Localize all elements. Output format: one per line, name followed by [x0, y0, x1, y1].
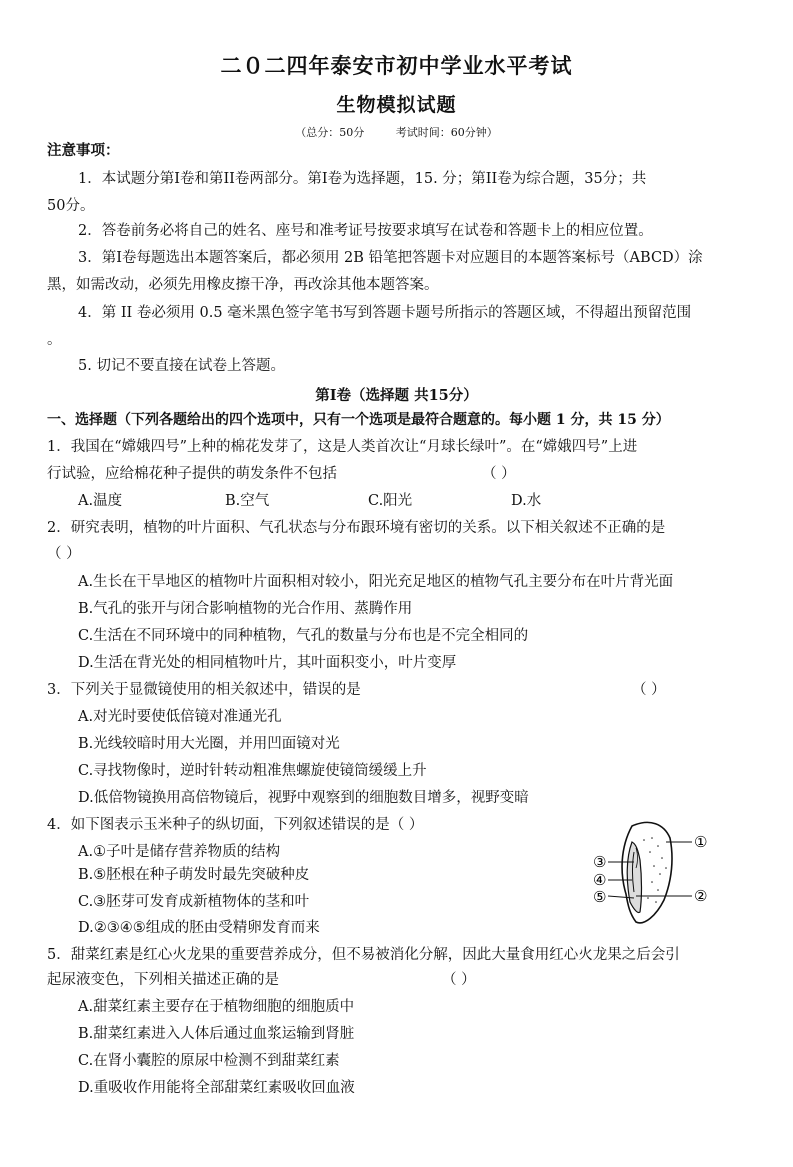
q1-option: A.温度	[78, 493, 123, 509]
q4-option: D.②③④⑤组成的胚由受精卵发育而来	[78, 920, 320, 936]
figure-label-4: ④	[593, 871, 607, 889]
notice-item: 4．第 II 卷必须用 0.5 毫米黑色签字笔书写到答题卡题号所指示的答题区域，不得超出预留范围	[78, 305, 692, 321]
q3-option: C.寻找物像时，逆时针转动粗准焦螺旋使镜筒缓缓上升	[78, 763, 427, 779]
q5-stem: 5．甜菜红素是红心火龙果的重要营养成分，但不易被消化分解，因此大量食用红心火龙果之后会引	[47, 947, 680, 963]
corn-seed-figure	[592, 818, 722, 928]
notice-item: 。	[47, 332, 62, 348]
q2-option: B.气孔的张开与闭合影响植物的光合作用、蒸腾作用	[78, 601, 413, 617]
notice-item: 3．第Ⅰ卷每题选出本题答案后，都必须用 2B 铅笔把答题卡对应题目的本题答案标号（ABCD）涂	[78, 250, 703, 266]
q1-stem: 行试验，应给棉花种子提供的萌发条件不包括	[47, 466, 337, 482]
q5-stem: 起尿液变色，下列相关描述正确的是	[47, 972, 279, 988]
q5-option: A.甜菜红素主要存在于植物细胞的细胞质中	[78, 999, 355, 1015]
section-title: 第Ⅰ卷（选择题 共15分）	[315, 387, 478, 404]
notice-item: 50分。	[47, 198, 95, 214]
figure-label-1: ①	[694, 833, 708, 851]
q1-option: C.阳光	[368, 493, 413, 509]
q3-option: B.光线较暗时用大光圈，并用凹面镜对光	[78, 736, 340, 752]
section-instruction: 一、选择题（下列各题给出的四个选项中，只有一个选项是最符合题意的。每小题 1 分，共 15 分）	[47, 412, 670, 428]
q2-stem: 2．研究表明，植物的叶片面积、气孔状态与分布跟环境有密切的关系。以下相关叙述不正确的是	[47, 520, 666, 536]
exam-time: 考试时间：60分钟）	[395, 126, 498, 139]
q3-option: A.对光时要使低倍镜对准通光孔	[78, 709, 282, 725]
q4-stem: 4．如下图表示玉米种子的纵切面，下列叙述错误的是（ ）	[47, 817, 424, 833]
q2-option: D.生活在背光处的相同植物叶片，其叶面积变小，叶片变厚	[78, 655, 457, 671]
q4-option: C.③胚芽可发育成新植物体的茎和叶	[78, 894, 310, 910]
q3-stem: 3．下列关于显微镜使用的相关叙述中，错误的是	[47, 682, 361, 698]
q1-option: B.空气	[225, 493, 270, 509]
q1-answer-bracket: （ ）	[482, 466, 516, 482]
notice-item: 2．答卷前务必将自己的姓名、座号和准考证号按要求填写在试卷和答题卡上的相应位置。	[78, 223, 653, 239]
q2-option: C.生活在不同环境中的同种植物，气孔的数量与分布也是不完全相同的	[78, 628, 529, 644]
q5-option: D.重吸收作用能将全部甜菜红素吸收回血液	[78, 1080, 355, 1096]
q3-option: D.低倍物镜换用高倍物镜后，视野中观察到的细胞数目增多，视野变暗	[78, 790, 529, 806]
q1-option: D.水	[511, 493, 542, 509]
q5-answer-bracket: （ ）	[442, 972, 476, 988]
notice-item: 黑，如需改动，必须先用橡皮擦干净，再改涂其他本题答案。	[47, 277, 439, 293]
total-score: （总分：50分	[295, 126, 365, 139]
q5-option: C.在肾小囊腔的原尿中检测不到甜菜红素	[78, 1053, 340, 1069]
exam-subtitle: 生物模拟试题	[336, 94, 457, 116]
figure-label-3: ③	[593, 853, 607, 871]
q5-option: B.甜菜红素进入人体后通过血浆运输到肾脏	[78, 1026, 355, 1042]
q4-option: A.①子叶是储存营养物质的结构	[78, 844, 281, 860]
q2-answer-bracket: （ ）	[47, 546, 81, 562]
exam-title: 二０二四年泰安市初中学业水平考试	[220, 53, 573, 78]
figure-label-5: ⑤	[593, 888, 607, 906]
q2-option: A.生长在干旱地区的植物叶片面积相对较小，阳光充足地区的植物气孔主要分布在叶片背光面	[78, 574, 674, 590]
q3-answer-bracket: （ ）	[632, 682, 666, 698]
notice-item: 5. 切记不要直接在试卷上答题。	[78, 358, 285, 374]
notice-item: 1．本试题分第Ⅰ卷和第II卷两部分。第Ⅰ卷为选择题，15. 分；第II卷为综合题，35分；共	[78, 171, 647, 187]
q1-stem: 1．我国在“嫦娥四号”上种的棉花发芽了，这是人类首次让“月球长绿叶”。在“嫦娥四号”上进	[47, 439, 638, 455]
exam-meta	[0, 124, 793, 140]
q4-option: B.⑤胚根在种子萌发时最先突破种皮	[78, 867, 310, 883]
notice-heading: 注意事项：	[47, 142, 120, 159]
figure-label-2: ②	[694, 887, 708, 905]
